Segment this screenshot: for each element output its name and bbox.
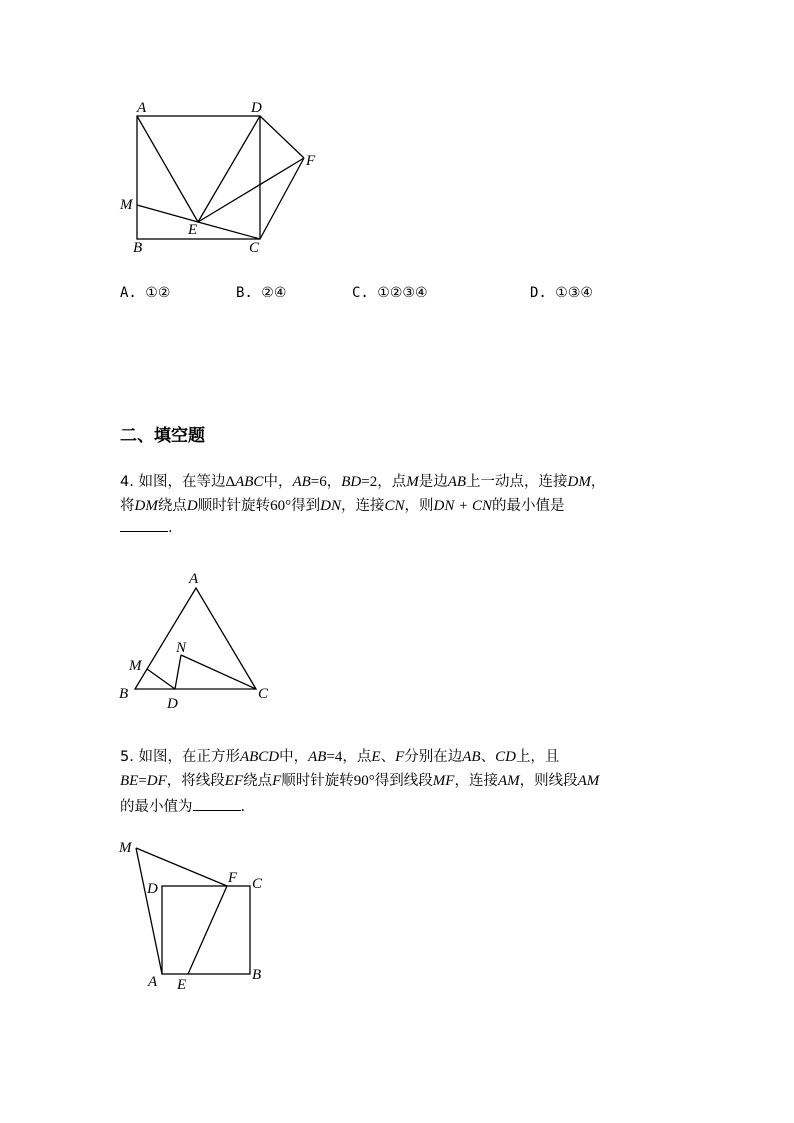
q5-math: EF [224, 773, 244, 789]
q5-line-2 [120, 769, 599, 790]
q4-math: ABC [235, 474, 264, 490]
label-d: D [147, 881, 158, 897]
q5-text: ，点 [342, 749, 372, 765]
q5-answer-blank[interactable] [193, 810, 241, 811]
q4-text: 如图，在等边 [138, 474, 226, 490]
segment-de [198, 116, 260, 222]
q5-math: ABCD [239, 749, 280, 765]
label-d: D [167, 696, 178, 712]
segment-ef [198, 158, 304, 222]
q4-text: 的最小值是 [492, 498, 565, 514]
q4-line-2 [120, 494, 565, 515]
q5-math: AB [308, 749, 327, 765]
q4-math: 2 [369, 474, 378, 490]
choice-c-label: C. [352, 285, 369, 301]
q4-line-1 [120, 470, 605, 491]
q5-text: 如图，在正方形 [138, 749, 240, 765]
choice-a-label: A. [120, 285, 137, 301]
q4-text: ，则 [404, 498, 434, 514]
choice-c[interactable] [352, 285, 428, 301]
choice-b[interactable] [236, 285, 286, 301]
segment-fc [260, 158, 304, 239]
choice-b-text: ②④ [261, 285, 287, 301]
label-a: A [189, 571, 199, 587]
figure-5-square-diagram [0, 830, 794, 1000]
q4-math: DM [134, 498, 158, 514]
label-m: M [120, 197, 133, 213]
q4-period: . [168, 520, 173, 536]
choice-d[interactable] [530, 285, 593, 301]
segment-am [136, 848, 162, 974]
q4-text: ， [326, 474, 342, 490]
label-b: B [252, 967, 262, 983]
q5-math: BE [120, 773, 139, 789]
q4-text: 顺时针旋转 [197, 498, 271, 514]
segment-ef [188, 886, 227, 974]
q5-math: AM [577, 773, 600, 789]
label-f: F [228, 870, 238, 886]
q4-text: 是边 [418, 474, 448, 490]
segment-df [260, 116, 304, 158]
q5-math: F [395, 749, 405, 765]
q5-math: = [138, 773, 147, 789]
label-c: C [249, 240, 260, 256]
q5-number: 5. [120, 749, 134, 765]
label-m: M [129, 658, 142, 674]
q5-text: 、 [380, 749, 396, 765]
label-e: E [177, 977, 187, 993]
label-a: A [148, 974, 158, 990]
q5-line-1 [120, 745, 559, 766]
q5-period: . [240, 799, 246, 815]
label-f: F [306, 153, 316, 169]
label-c: C [252, 876, 263, 892]
q4-text: 绕点 [157, 498, 187, 514]
figure-1-square-diagram [0, 0, 794, 270]
q4-math: AB [292, 474, 311, 490]
label-e: E [188, 222, 198, 238]
q4-text: ，连接 [341, 498, 385, 514]
q4-answer-blank[interactable] [120, 531, 168, 532]
q5-text: ，连接 [454, 773, 498, 789]
q5-line-3 [120, 795, 245, 816]
q5-math: 4 [334, 749, 343, 765]
label-n: N [176, 640, 187, 656]
q4-text: 中， [263, 474, 293, 490]
label-d: D [251, 100, 262, 116]
choice-c-text: ①②③④ [377, 285, 428, 301]
label-a: A [137, 100, 147, 116]
q4-line-3 [120, 520, 173, 536]
label-m: M [119, 840, 132, 856]
segment-nc [181, 655, 256, 689]
q5-math: = [326, 749, 335, 765]
segment-ec [198, 222, 260, 239]
choice-d-label: D. [530, 285, 547, 301]
q5-text: 分别在边 [404, 749, 463, 765]
q5-math: MF [432, 773, 455, 789]
q5-math: CD [495, 749, 516, 765]
q5-text: 中， [279, 749, 309, 765]
q5-text: 绕点 [243, 773, 273, 789]
q5-math: E [371, 749, 381, 765]
q4-math: = [361, 474, 370, 490]
segment-me [137, 205, 198, 222]
q4-text: 将 [120, 498, 135, 514]
q5-math: AM [497, 773, 520, 789]
q5-math: AB [462, 749, 481, 765]
choice-b-label: B. [236, 285, 253, 301]
q4-math: DN [320, 498, 342, 514]
q5-text: 、 [480, 749, 496, 765]
segment-dn [175, 655, 181, 689]
choice-a[interactable] [120, 285, 170, 301]
q4-text: 得到 [291, 498, 321, 514]
q5-text: 的最小值为 [120, 799, 193, 815]
q5-text: 顺时针旋转 [281, 773, 354, 789]
square-abcd [162, 886, 250, 974]
q4-math: AB [447, 474, 467, 490]
q4-math: M [406, 474, 419, 490]
q4-math: BD [341, 474, 362, 490]
q4-number: 4. [120, 474, 134, 490]
q5-text: ，将线段 [166, 773, 225, 789]
segment-ae [137, 116, 198, 222]
q4-text: ，点 [377, 474, 407, 490]
q4-math: D [186, 498, 198, 514]
label-c: C [258, 686, 269, 702]
q4-math: DM [567, 474, 591, 490]
q5-text: 上，且 [515, 749, 560, 765]
q5-math: DF [146, 773, 167, 789]
q4-math: CN [384, 498, 405, 514]
q4-triangle-symbol: Δ [225, 474, 236, 490]
label-b: B [119, 686, 129, 702]
q5-math: F [272, 773, 282, 789]
q5-text: ，则线段 [519, 773, 578, 789]
segment-md [147, 669, 175, 689]
q4-math: = [310, 474, 320, 490]
q5-text: 得到线段 [374, 773, 433, 789]
choice-d-text: ①③④ [555, 285, 593, 301]
q4-math: 60° [270, 498, 292, 514]
figure-4-triangle-diagram [0, 560, 794, 720]
q4-math: 6 [319, 474, 327, 490]
q4-math: DN + CN [433, 498, 493, 514]
q5-math: 90° [353, 773, 375, 789]
choice-a-text: ①② [145, 285, 171, 301]
q4-text: 上一动点，连接 [466, 474, 568, 490]
section-title: 二、填空题 [120, 426, 205, 446]
q4-text: ， [590, 474, 606, 490]
label-b: B [133, 240, 143, 256]
